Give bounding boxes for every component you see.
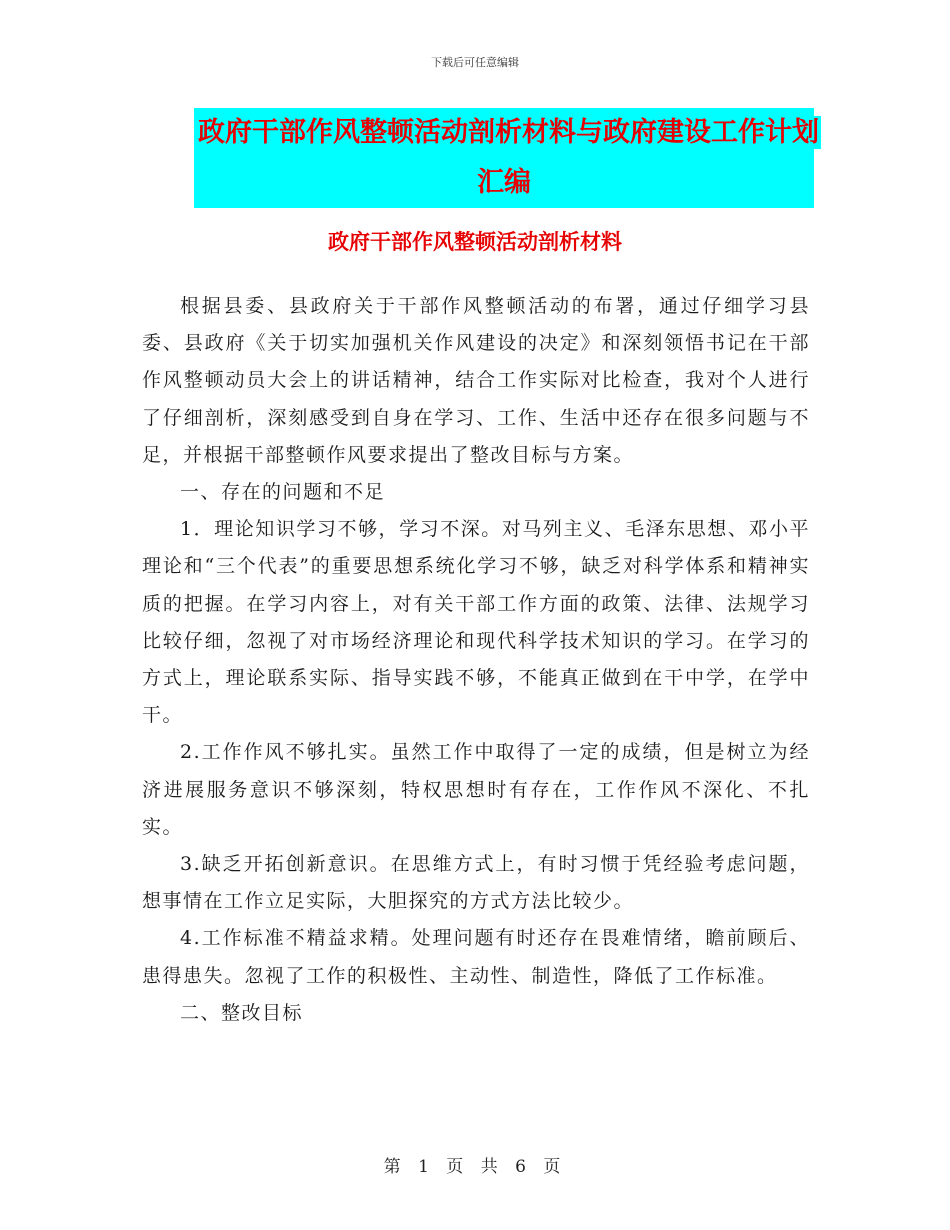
paragraph: 二、整改目标: [180, 1001, 304, 1024]
paragraph: 根据县委、县政府关于干部作风整顿活动的布署，通过仔细学习县委、县政府《关于切实加强机关作风建设的决定》和深刻领悟书记在干部作风整顿动员大会上的讲话精神，结合工作实际对比检查，我对个人进行了仔细剖析，深刻感受到自身在学习、工作、生活中还存在很多问题与不足，并根据干部整顿作风要求提出了整改目标与方案。: [142, 295, 810, 466]
document-title-line2-text: 汇编: [477, 167, 531, 198]
paragraph: 3.缺乏开拓创新意识。在思维方式上，有时习惯于凭经验考虑问题，想事情在工作立足实际，大胆探究的方式方法比较少。: [142, 853, 810, 913]
paragraph: 2.工作作风不够扎实。虽然工作中取得了一定的成绩，但是树立为经济进展服务意识不够深刻，特权思想时有存在，工作作风不深化、不扎实。: [142, 741, 810, 838]
header-note: 下载后可任意编辑: [431, 56, 519, 69]
paragraph: 一、存在的问题和不足: [180, 481, 386, 504]
document-body: [142, 288, 810, 1032]
paragraph: 4.工作标准不精益求精。处理问题有时还存在畏难情绪，瞻前顾后、患得患失。忽视了工作的积极性、主动性、制造性，降低了工作标准。: [142, 927, 810, 987]
section-title: 政府干部作风整顿活动剖析材料: [328, 230, 622, 254]
paragraph: 1．理论知识学习不够，学习不深。对马列主义、毛泽东思想、邓小平理论和“三个代表”的重要思想系统化学习不够，缺乏对科学体系和精神实质的把握。在学习内容上，对有关干部工作方面的政策、法律、法规学习比较仔细，忽视了对市场经济理论和现代科学技术知识的学习。在学习的方式上，理论联系实际、指导实践不够，不能真正做到在干中学，在学中干。: [142, 518, 810, 727]
document-title: [194, 108, 819, 208]
document-title-line1: [194, 108, 819, 158]
page-number: 第 1 页 共 6 页: [383, 1157, 567, 1177]
document-title-line2: [194, 158, 814, 208]
document-title-line1-text: 政府干部作风整顿活动剖析材料与政府建设工作计划: [198, 117, 819, 148]
